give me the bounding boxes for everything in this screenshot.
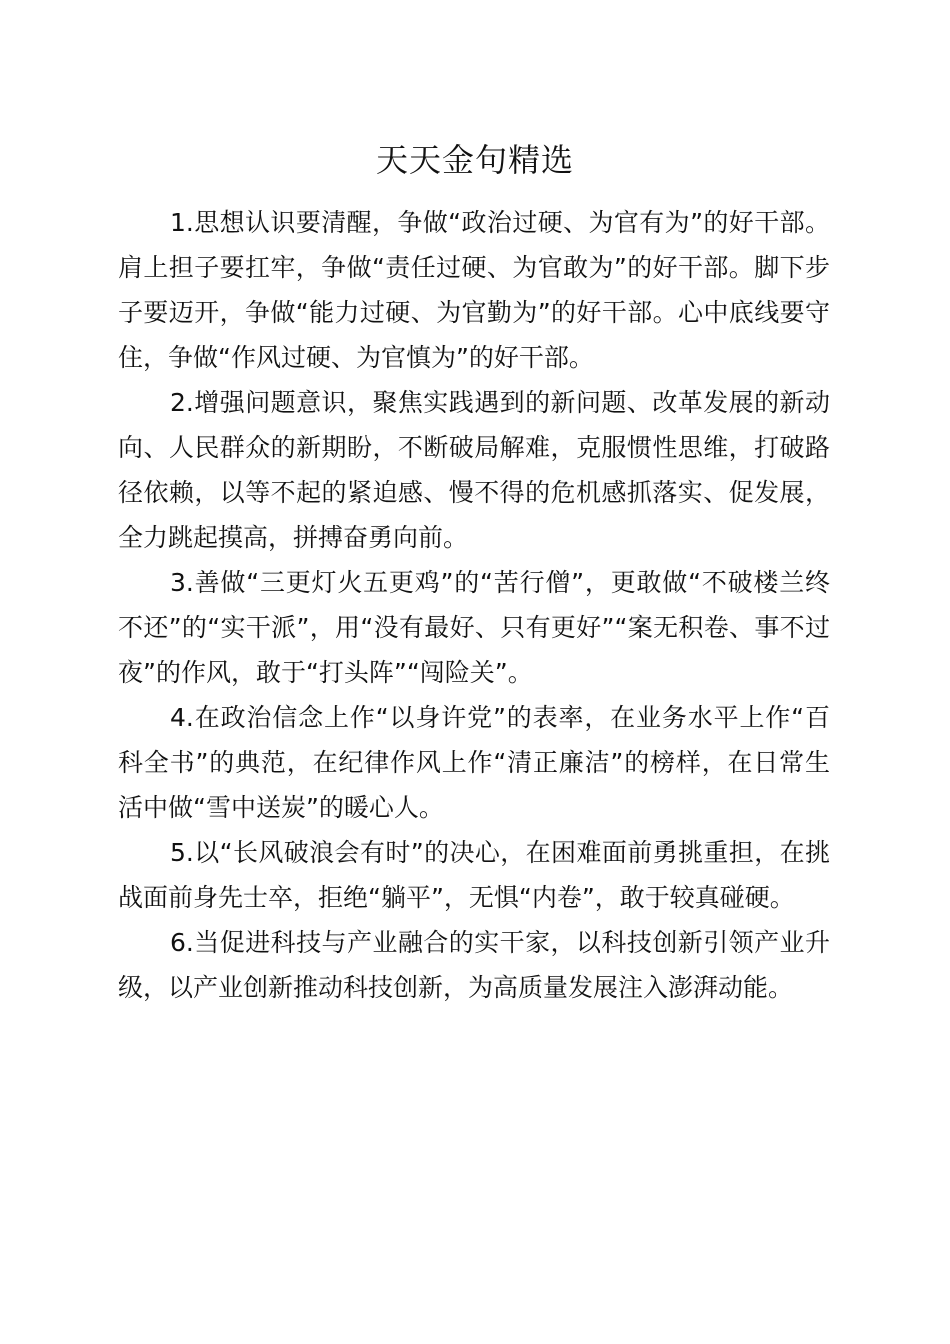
- paragraph-6: 6.当促进科技与产业融合的实干家，以科技创新引领产业升级，以产业创新推动科技创新，为高质量发展注入澎湃动能。: [118, 928, 830, 1002]
- paragraph-3: 3.善做“三更灯火五更鸡”的“苦行僧”，更敢做“不破楼兰终不还”的“实干派”，用“没有最好、只有更好”“案无积卷、事不过夜”的作风，敢于“打头阵”“闯险关”。: [118, 568, 830, 687]
- paragraph-2: 2.增强问题意识，聚焦实践遇到的新问题、改革发展的新动向、人民群众的新期盼，不断破局解难，克服惯性思维，打破路径依赖，以等不起的紧迫感、慢不得的危机感抓落实、促发展，全力跳起摸高，拼搏奋勇向前。: [118, 388, 830, 552]
- document-title: 天天金句精选: [375, 141, 574, 179]
- paragraph-1: 1.思想认识要清醒，争做“政治过硬、为官有为”的好干部。肩上担子要扛牢，争做“责任过硬、为官敢为”的好干部。脚下步子要迈开，争做“能力过硬、为官勤为”的好干部。心中底线要守住，争做“作风过硬、为官慎为”的好干部。: [118, 208, 830, 372]
- paragraph-5: 5.以“长风破浪会有时”的决心，在困难面前勇挑重担，在挑战面前身先士卒，拒绝“躺平”，无惧“内卷”，敢于较真碰硬。: [118, 838, 830, 912]
- document-body: [118, 200, 830, 1010]
- paragraph-4: 4.在政治信念上作“以身许党”的表率，在业务水平上作“百科全书”的典范，在纪律作风上作“清正廉洁”的榜样，在日常生活中做“雪中送炭”的暖心人。: [118, 703, 830, 822]
